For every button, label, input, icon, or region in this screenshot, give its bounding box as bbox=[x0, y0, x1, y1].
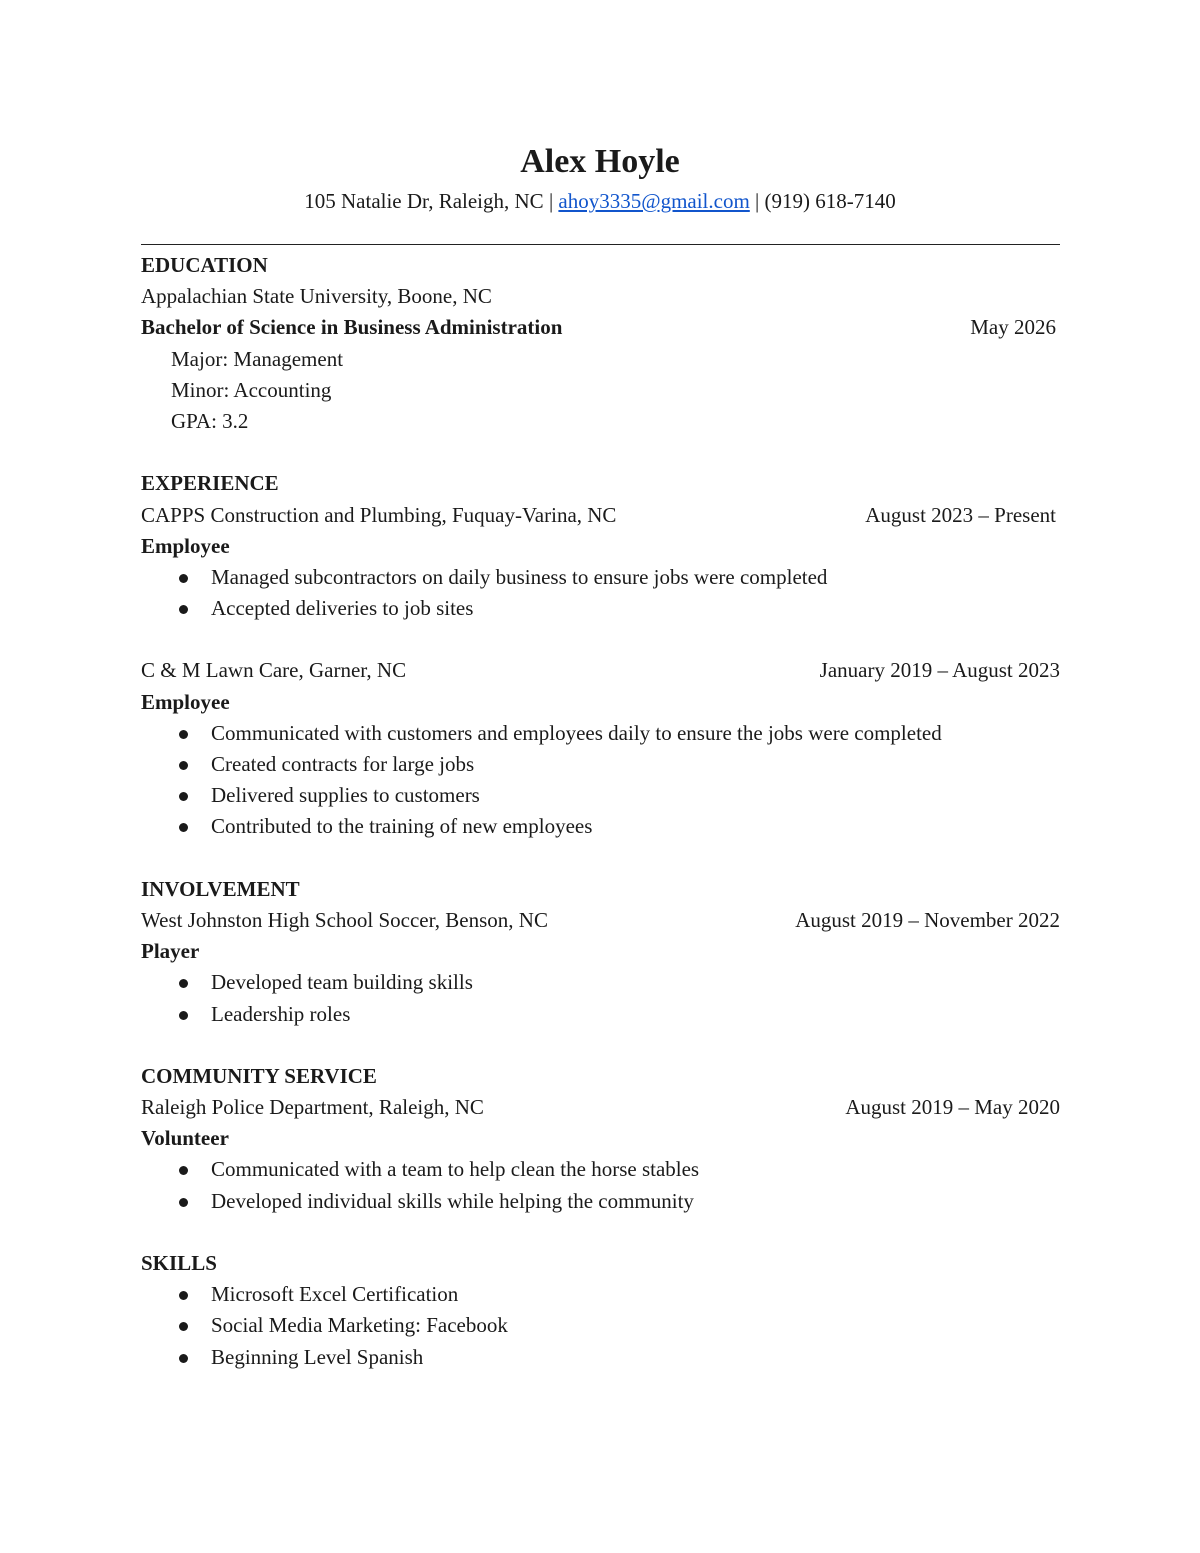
community-title: Volunteer bbox=[141, 1126, 229, 1151]
list-item bbox=[141, 749, 1060, 780]
bullet-icon bbox=[179, 1198, 188, 1207]
list-item-text: Contributed to the training of new employees bbox=[211, 814, 593, 839]
list-item bbox=[141, 718, 1060, 749]
bullet-icon bbox=[179, 605, 188, 614]
list-item bbox=[141, 1154, 1060, 1185]
section-gap bbox=[141, 437, 1060, 468]
list-item bbox=[141, 1186, 1060, 1217]
section-gap bbox=[141, 843, 1060, 874]
list-item bbox=[141, 593, 1060, 624]
bullet-icon bbox=[179, 761, 188, 770]
job-org: C & M Lawn Care, Garner, NC bbox=[141, 658, 407, 683]
education-detail: GPA: 3.2 bbox=[171, 408, 249, 433]
address-text: 105 Natalie Dr, Raleigh, NC | bbox=[304, 189, 554, 213]
list-item bbox=[141, 780, 1060, 811]
section-gap bbox=[141, 1217, 1060, 1248]
list-item-text: Communicated with a team to help clean the horse stables bbox=[211, 1157, 700, 1182]
candidate-name: Alex Hoyle bbox=[520, 143, 680, 180]
list-item-text: Developed individual skills while helping the community bbox=[211, 1188, 694, 1213]
list-item-text: Leadership roles bbox=[211, 1001, 351, 1026]
experience-heading: EXPERIENCE bbox=[141, 471, 279, 496]
list-item bbox=[141, 811, 1060, 842]
list-item-text: Microsoft Excel Certification bbox=[211, 1282, 459, 1307]
job-title: Employee bbox=[141, 689, 230, 714]
involvement-title: Player bbox=[141, 939, 200, 964]
education-detail: Major: Management bbox=[171, 346, 344, 371]
list-item-text: Managed subcontractors on daily business to ensure jobs were completed bbox=[211, 564, 828, 589]
list-item-text: Delivered supplies to customers bbox=[211, 783, 480, 808]
list-item-text: Communicated with customers and employees daily to ensure the jobs were completed bbox=[211, 720, 942, 745]
education-degree-row bbox=[141, 312, 1060, 343]
email-link[interactable]: ahoy3335@gmail.com bbox=[558, 189, 750, 213]
education-heading: EDUCATION bbox=[141, 253, 268, 277]
list-item bbox=[141, 1342, 1060, 1373]
bullet-icon bbox=[179, 823, 188, 832]
list-item-text: Social Media Marketing: Facebook bbox=[211, 1313, 508, 1338]
bullet-icon bbox=[179, 1011, 188, 1020]
bullet-icon bbox=[179, 1166, 188, 1175]
list-item bbox=[141, 999, 1060, 1030]
job-org: CAPPS Construction and Plumbing, Fuquay-Varina, NC bbox=[141, 502, 617, 527]
bullet-icon bbox=[179, 792, 188, 801]
community-date: August 2019 – May 2020 bbox=[845, 1095, 1060, 1120]
bullet-icon bbox=[179, 730, 188, 739]
job-title: Employee bbox=[141, 533, 230, 558]
section-gap bbox=[141, 624, 1060, 655]
job-org-row bbox=[141, 655, 1060, 686]
list-item bbox=[141, 1310, 1060, 1341]
involvement-org-row bbox=[141, 905, 1060, 936]
header-divider bbox=[141, 244, 1060, 245]
list-item bbox=[141, 562, 1060, 593]
community-org: Raleigh Police Department, Raleigh, NC bbox=[141, 1095, 484, 1120]
resume-body bbox=[141, 250, 1060, 1373]
contact-line bbox=[0, 186, 1200, 216]
education-detail: Minor: Accounting bbox=[171, 377, 332, 402]
community-heading: COMMUNITY SERVICE bbox=[141, 1063, 377, 1088]
skills-heading: SKILLS bbox=[141, 1251, 217, 1275]
bullet-icon bbox=[179, 979, 188, 988]
list-item-text: Created contracts for large jobs bbox=[211, 752, 475, 776]
education-school: Appalachian State University, Boone, NC bbox=[141, 284, 492, 309]
list-item bbox=[141, 967, 1060, 998]
bullet-icon bbox=[179, 1354, 188, 1363]
involvement-org: West Johnston High School Soccer, Benson, NC bbox=[141, 907, 548, 932]
resume-header bbox=[0, 140, 1200, 216]
bullet-icon bbox=[179, 574, 188, 583]
job-org-row bbox=[141, 500, 1060, 531]
bullet-icon bbox=[179, 1322, 188, 1331]
list-item-text: Accepted deliveries to job sites bbox=[211, 596, 474, 621]
section-gap bbox=[141, 1030, 1060, 1061]
phone-text: | (919) 618-7140 bbox=[755, 189, 896, 213]
bullet-icon bbox=[179, 1291, 188, 1300]
education-date: May 2026 bbox=[970, 315, 1056, 340]
list-item bbox=[141, 1279, 1060, 1310]
list-item-text: Developed team building skills bbox=[211, 970, 473, 995]
list-item-text: Beginning Level Spanish bbox=[211, 1344, 424, 1369]
community-org-row bbox=[141, 1092, 1060, 1123]
education-degree: Bachelor of Science in Business Administration bbox=[141, 315, 563, 340]
job-date: August 2023 – Present bbox=[865, 502, 1056, 527]
involvement-date: August 2019 – November 2022 bbox=[795, 907, 1060, 932]
involvement-heading: INVOLVEMENT bbox=[141, 876, 300, 901]
job-date: January 2019 – August 2023 bbox=[819, 658, 1060, 683]
